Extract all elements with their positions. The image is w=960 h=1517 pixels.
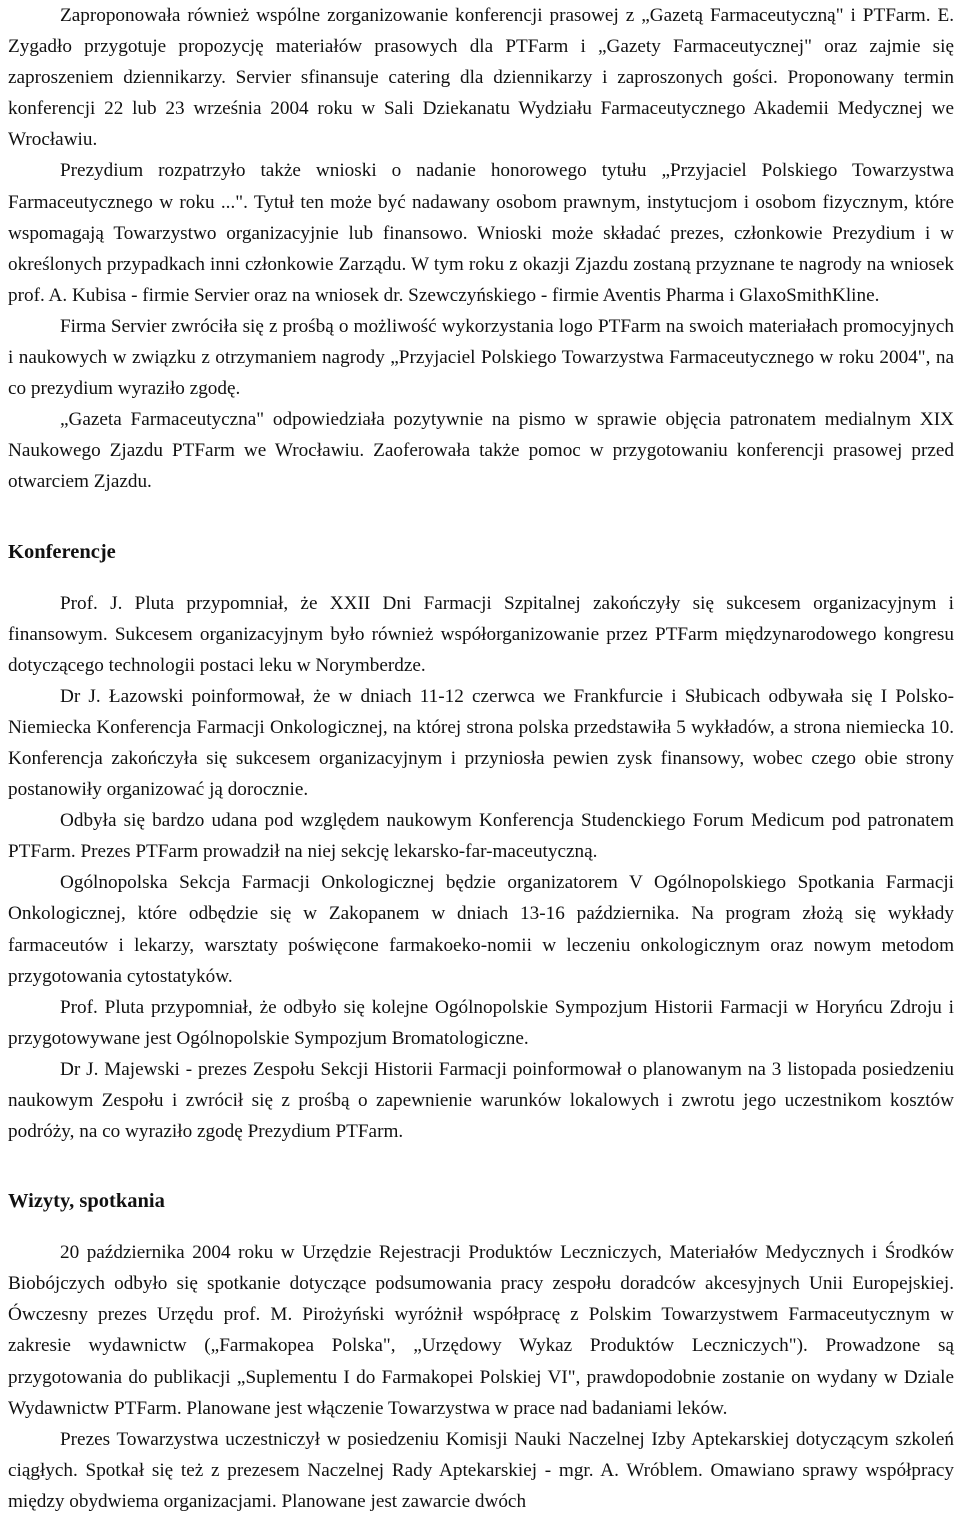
paragraph-press-conference: Zaproponowała również wspólne zorganizowanie konferencji prasowej z „Gazetą Farmaceutyczną" i PTFarm. E. Zygadło przygotuje propozycję materiałów prasowych dla PTFarm i „Gazety Farmaceutycznej" oraz zajmie się zaproszeniem dziennikarzy. Servier sfinansuje catering dla dziennikarzy i zaproszonych gości. Proponowany termin konferencji 22 lub 23 września 2004 roku w Sali Dziekanatu Wydziału Farmaceutycznego Akademii Medycznej we Wrocławiu. [8,5,954,151]
paragraph-sekcja-onkologiczna: Ogólnopolska Sekcja Farmacji Onkologicznej będzie organizatorem V Ogólnopolskiego Spotkania Farmacji Onkologicznej, które odbędzie się w Zakopanem w dniach 13-16 października. Na program złożą się wykłady farmaceutów i lekarzy, warsztaty poświęcone farmakoeko-nomii w leczeniu onkologicznym oraz nowym metodom przygotowania cytostatyków. [8,872,954,987]
paragraph-konferencja-onkologiczna: Dr J. Łazowski poinformował, że w dniach 11-12 czerwca we Frankfurcie i Słubicach odbywała się I Polsko-Niemiecka Konferencja Farmacji Onkologicznej, na której strona polska przedstawiła 5 wykładów, a strona niemiecka 10. Konferencja zakończyła się sukcesem organizacyjnym i przyniosła pewien zysk finansowy, wobec czego obie strony postanowiły organizować ją dorocznie. [8,685,954,801]
section-spacer [8,568,954,588]
paragraph-zespol-historii: Dr J. Majewski - prezes Zespołu Sekcji Historii Farmacji poinformował o planowanym na 3 listopada posiedzeniu naukowym Zespołu i zwrócił się z prośbą o zapewnienie warunków lokalowych i zwrotu jego uczestnikom kosztów podróży, na co wyraziło zgodę Prezydium PTFarm. [8,1058,954,1143]
paragraph-izba-aptekarska: Prezes Towarzystwa uczestniczył w posiedzeniu Komisji Nauki Naczelnej Izby Aptekarskiej dotyczącym szkoleń ciągłych. Spotkał się też z prezesem Naczelnej Rady Aptekarskiej - mgr. A. Wróblem. Omawiano sprawy współpracy między obydwiema organizacjami. Planowane jest zawarcie dwóch [8,1428,954,1512]
paragraph-gazeta-patronage: „Gazeta Farmaceutyczna" odpowiedziała pozytywnie na pismo w sprawie objęcia patronatem medialnym XIX Naukowego Zjazdu PTFarm we Wrocławiu. Zaoferowała także pomoc w przygotowaniu konferencji prasowej przed otwarciem Zjazdu. [8,409,954,493]
document-page [8,0,954,1517]
section-heading-konferencje: Konferencje [8,540,116,563]
section-heading-wizyty: Wizyty, spotkania [8,1190,165,1213]
paragraph-forum-medicum: Odbyła się bardzo udana pod względem naukowym Konferencja Studenckiego Forum Medicum pod patronatem PTFarm. Prezes PTFarm prowadził na niej sekcję lekarsko-far-maceutyczną. [8,810,954,863]
paragraph-sympozjum-historii: Prof. Pluta przypomniał, że odbyło się kolejne Ogólnopolskie Sympozjum Historii Farmacji w Horyńcu Zdroju i przygotowywane jest Ogólnopolskie Sympozjum Bromatologiczne. [8,996,954,1049]
paragraph-servier-logo: Firma Servier zwróciła się z prośbą o możliwość wykorzystania logo PTFarm na swoich materiałach promocyjnych i naukowych w związku z otrzymaniem nagrody „Przyjaciel Polskiego Towarzystwa Farmaceutycznego w roku 2004", na co prezydium wyraziło zgodę. [8,315,954,400]
paragraph-honorary-title: Prezydium rozpatrzyło także wnioski o nadanie honorowego tytułu „Przyjaciel Polskiego Towarzystwa Farmaceutycznego w roku ...". Tytuł ten może być nadawany osobom prawnym, instytucjom i osobom fizycznym, które wspomagają Towarzystwo organizacyjnie lub finansowo. Wnioski może składać prezes, członkowie Prezydium i w określonych przypadkach inni członkowie Zarządu. W tym roku z okazji Zjazdu zostaną przyznane te nagrody na wniosek prof. A. Kubisa - firmie Servier oraz na wniosek dr. Szewczyńskiego - firmie Aventis Pharma i GlaxoSmithKline. [8,160,954,306]
section-spacer [8,1147,954,1186]
section-spacer [8,498,954,537]
paragraph-dni-farmacji: Prof. J. Pluta przypomniał, że XXII Dni Farmacji Szpitalnej zakończyły się sukcesem organizacyjnym i finansowym. Sukcesem organizacyjnym było również współorganizowanie przez PTFarm międzynarodowego kongresu dotyczącego technologii postaci leku w Norymberdze. [8,592,954,676]
section-spacer [8,1217,954,1237]
paragraph-urzad-rejestracji: 20 października 2004 roku w Urzędzie Rejestracji Produktów Leczniczych, Materiałów Medycznych i Środków Biobójczych odbyło się spotkanie dotyczące podsumowania pracy zespołu doradców akcesyjnych Unii Europejskiej. Ówczesny prezes Urzędu prof. M. Pirożyński wyróżnił współpracę z Polskim Towarzystwem Farmaceutycznym w zakresie wydawnictw („Farmakopea Polska", „Urzędowy Wykaz Produktów Leczniczych"). Prowadzone są przygotowania do publikacji „Suplementu I do Farmakopei Polskiej VI", prawdopodobnie zostanie on wydany w Dziale Wydawnictw PTFarm. Planowane jest włączenie Towarzystwa w prace nad badaniami leków. [8,1242,954,1419]
